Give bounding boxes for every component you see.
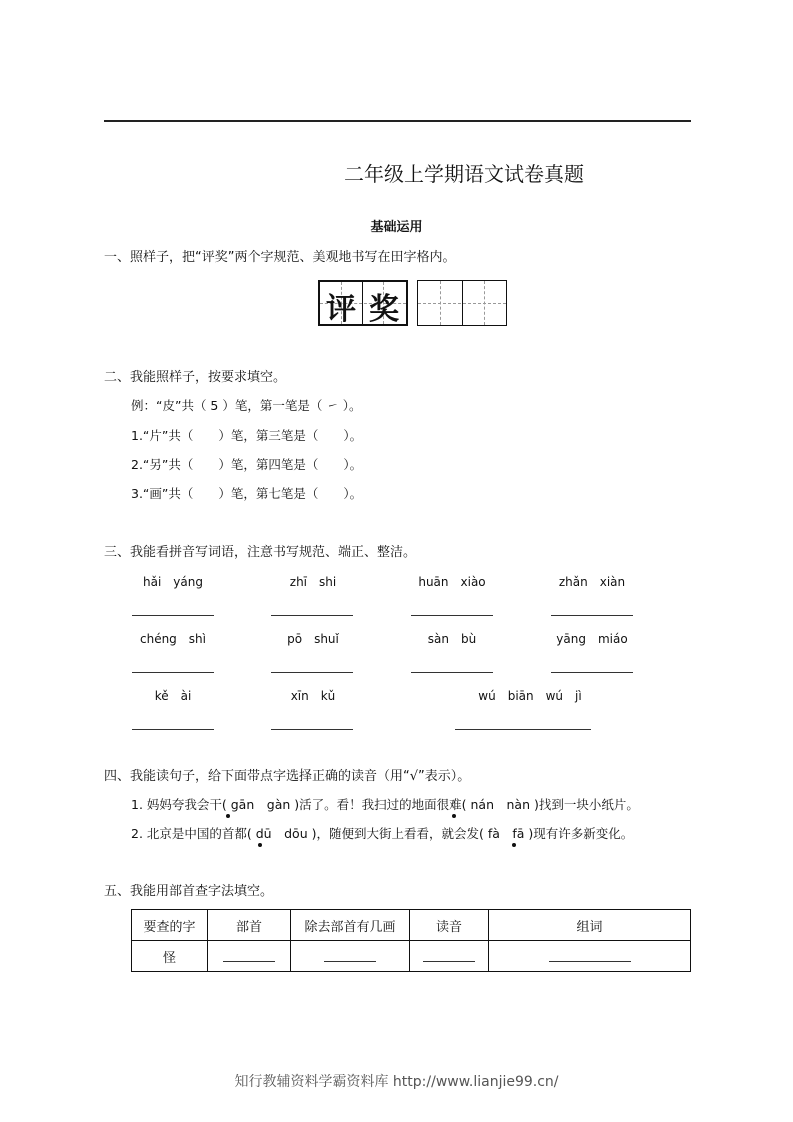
answer-line[interactable] <box>132 672 214 673</box>
answer-line[interactable] <box>271 615 353 616</box>
emphasis-dot <box>226 814 230 818</box>
col-header-char: 要查的字 <box>132 910 208 941</box>
words-blank[interactable] <box>489 941 691 972</box>
radical-blank[interactable] <box>208 941 291 972</box>
col-header-words: 组词 <box>489 910 691 941</box>
pinyin-1-2: zhī shi <box>289 575 337 589</box>
pinyin-2-3: sàn bù <box>427 632 477 646</box>
sample-tianzige <box>318 280 408 326</box>
q1-heading: 一、照样子，把“评奖”两个字规范、美观地书写在田字格内。 <box>104 250 456 265</box>
answer-line[interactable] <box>411 672 493 673</box>
footer-watermark: 知行教辅资料学霸资料库 http://www.lianjie99.cn/ <box>234 1074 559 1090</box>
section-subtitle: 基础运用 <box>370 220 423 235</box>
answer-line[interactable] <box>132 615 214 616</box>
pinyin-3-2: xīn kǔ <box>290 689 336 703</box>
q3-heading: 三、我能看拼音写词语，注意书写规范、端正、整洁。 <box>104 545 417 560</box>
answer-line[interactable] <box>132 729 214 730</box>
pinyin-1-4: zhǎn xiàn <box>558 575 626 589</box>
answer-line[interactable] <box>411 615 493 616</box>
col-header-radical: 部首 <box>208 910 291 941</box>
empty-tianzige[interactable] <box>417 280 507 326</box>
sample-char-jiang: 奖 <box>369 292 399 327</box>
col-header-strokes: 除去部首有几画 <box>291 910 410 941</box>
pinyin-2-1: chéng shì <box>139 632 206 646</box>
q4-heading: 四、我能读句子，给下面带点字选择正确的读音（用“√”表示）。 <box>104 769 471 784</box>
answer-line[interactable] <box>271 729 353 730</box>
reading-blank[interactable] <box>410 941 489 972</box>
top-rule <box>104 120 691 122</box>
col-header-reading: 读音 <box>410 910 489 941</box>
strokes-blank[interactable] <box>291 941 410 972</box>
q2-heading: 二、我能照样子，按要求填空。 <box>104 370 287 385</box>
page-title: 二年级上学期语文试卷真题 <box>344 162 584 186</box>
pinyin-1-1: hǎi yáng <box>143 575 203 589</box>
q2-example: 例：“皮”共（ 5 ）笔，第一笔是（ ㇀ ）。 <box>131 398 362 413</box>
emphasis-dot <box>512 843 516 847</box>
answer-line[interactable] <box>271 672 353 673</box>
pinyin-2-4: yāng miáo <box>556 632 628 646</box>
answer-line[interactable] <box>551 615 633 616</box>
pinyin-2-2: pō shuǐ <box>287 632 339 646</box>
pinyin-1-3: huān xiào <box>418 575 486 589</box>
emphasis-dot <box>452 814 456 818</box>
answer-line[interactable] <box>455 729 591 730</box>
pinyin-3-1: kě ài <box>154 689 192 703</box>
table-row <box>132 941 691 972</box>
lookup-char: 怪 <box>132 941 208 972</box>
q2-item-3: 3.“画”共（ ）笔，第七笔是（ ）。 <box>131 486 363 501</box>
answer-line[interactable] <box>551 672 633 673</box>
q2-item-2: 2.“另”共（ ）笔，第四笔是（ ）。 <box>131 457 363 472</box>
pinyin-3-3: wú biān wú jì <box>478 689 582 703</box>
q4-sentence-2: 2. 北京是中国的首都( dū dōu )，随便到大街上看看，就会发( fà fā )现有许多新变化。 <box>131 826 634 841</box>
radical-lookup-table <box>131 909 691 972</box>
sample-char-ping: 评 <box>326 292 356 327</box>
table-header-row <box>132 910 691 941</box>
emphasis-dot <box>258 843 262 847</box>
q2-item-1: 1.“片”共（ ）笔，第三笔是（ ）。 <box>131 428 363 443</box>
q4-sentence-1: 1. 妈妈夸我会干( gān gàn )活了。看！我扫过的地面很难( nán nàn )找到一块小纸片。 <box>131 797 639 812</box>
q5-heading: 五、我能用部首查字法填空。 <box>104 884 274 899</box>
